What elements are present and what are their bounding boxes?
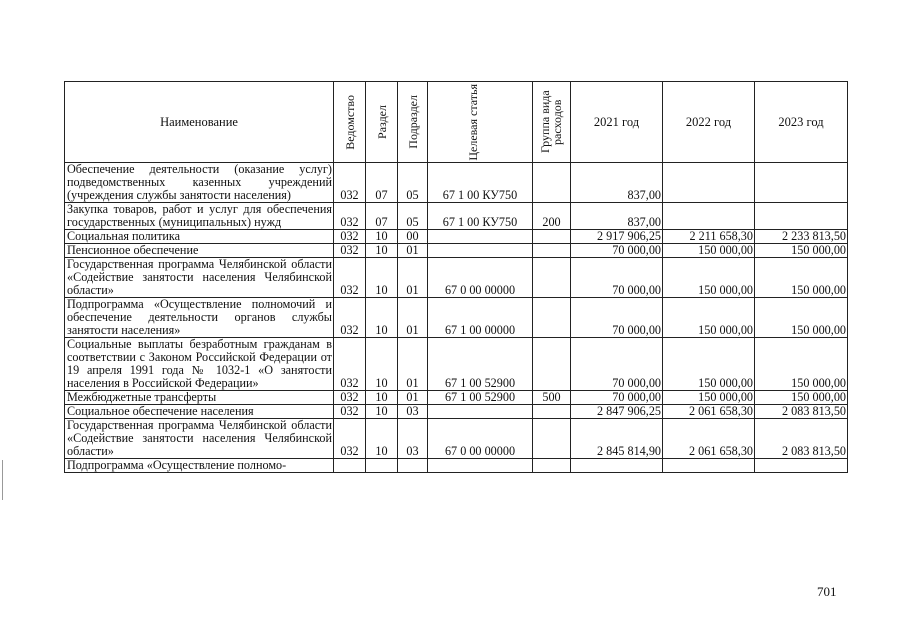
podrazdel-cell: 05 [398,163,428,203]
razdel-cell: 10 [366,405,398,419]
target-cell [428,244,533,258]
group-cell [533,163,571,203]
amount-2022-cell: 150 000,00 [663,244,755,258]
header-2023: 2023 год [755,82,848,163]
amount-2023-cell [755,459,848,473]
podrazdel-cell [398,459,428,473]
group-cell [533,405,571,419]
table-row [65,405,848,419]
amount-2023-cell [755,163,848,203]
target-cell: 67 1 00 00000 [428,298,533,338]
group-cell [533,459,571,473]
scan-edge-mark [2,460,3,500]
amount-2021-cell: 2 917 906,25 [571,230,663,244]
podrazdel-cell: 01 [398,298,428,338]
table-row [65,419,848,459]
vedomstvo-cell: 032 [334,405,366,419]
vedomstvo-cell: 032 [334,230,366,244]
vedomstvo-cell: 032 [334,244,366,258]
name-cell: Социальное обеспечение населения [65,405,334,419]
podrazdel-cell: 01 [398,244,428,258]
razdel-cell [366,459,398,473]
razdel-cell: 10 [366,244,398,258]
table-row [65,230,848,244]
vedomstvo-cell: 032 [334,163,366,203]
group-cell [533,419,571,459]
group-cell: 500 [533,391,571,405]
group-cell [533,298,571,338]
name-cell: Социальная политика [65,230,334,244]
amount-2021-cell [571,459,663,473]
name-cell: Подпрограмма «Осуществление полномочий и обеспечение деятельности органов службы занятости населения» [65,298,334,338]
page-number: 701 [817,584,837,599]
amount-2021-cell: 2 845 814,90 [571,419,663,459]
table-row [65,391,848,405]
table-row [65,163,848,203]
amount-2022-cell [663,163,755,203]
podrazdel-cell: 03 [398,405,428,419]
budget-table [64,81,848,473]
target-cell: 67 1 00 КУ750 [428,163,533,203]
amount-2022-cell [663,203,755,230]
group-cell: 200 [533,203,571,230]
amount-2022-cell: 150 000,00 [663,258,755,298]
amount-2023-cell: 2 083 813,50 [755,419,848,459]
name-cell: Обеспечение деятельности (оказание услуг) подведомственных казенных учреждений (учреждения службы занятости населения) [65,163,334,203]
name-cell: Закупка товаров, работ и услуг для обеспечения государственных (муниципальных) нужд [65,203,334,230]
group-cell [533,230,571,244]
amount-2021-cell: 70 000,00 [571,258,663,298]
name-cell: Государственная программа Челябинской области «Содействие занятости населения Челябинской области» [65,419,334,459]
header-2021: 2021 год [571,82,663,163]
razdel-cell: 10 [366,258,398,298]
header-podrazdel: Подраздел [398,82,428,163]
amount-2023-cell: 2 233 813,50 [755,230,848,244]
vedomstvo-cell: 032 [334,258,366,298]
amount-2023-cell: 150 000,00 [755,338,848,391]
vedomstvo-cell: 032 [334,298,366,338]
vedomstvo-cell: 032 [334,203,366,230]
table-row [65,338,848,391]
header-name: Наименование [65,82,334,163]
name-cell: Пенсионное обеспечение [65,244,334,258]
amount-2022-cell: 2 061 658,30 [663,419,755,459]
table-row [65,298,848,338]
podrazdel-cell: 00 [398,230,428,244]
target-cell: 67 1 00 52900 [428,338,533,391]
razdel-cell: 10 [366,230,398,244]
name-cell: Подпрограмма «Осуществление полномо- [65,459,334,473]
amount-2023-cell: 150 000,00 [755,244,848,258]
amount-2021-cell: 70 000,00 [571,244,663,258]
table-row [65,203,848,230]
target-cell: 67 1 00 52900 [428,391,533,405]
vedomstvo-cell [334,459,366,473]
amount-2022-cell: 2 061 658,30 [663,405,755,419]
amount-2022-cell: 150 000,00 [663,298,755,338]
amount-2023-cell: 150 000,00 [755,258,848,298]
podrazdel-cell: 01 [398,258,428,298]
target-cell [428,230,533,244]
razdel-cell: 07 [366,203,398,230]
razdel-cell: 10 [366,338,398,391]
vedomstvo-cell: 032 [334,391,366,405]
amount-2022-cell: 150 000,00 [663,391,755,405]
target-cell [428,459,533,473]
podrazdel-cell: 01 [398,391,428,405]
amount-2023-cell [755,203,848,230]
razdel-cell: 07 [366,163,398,203]
group-cell [533,338,571,391]
vedomstvo-cell: 032 [334,419,366,459]
name-cell: Межбюджетные трансферты [65,391,334,405]
name-cell: Государственная программа Челябинской области «Содействие занятости населения Челябинской области» [65,258,334,298]
group-cell [533,244,571,258]
amount-2021-cell: 70 000,00 [571,391,663,405]
amount-2023-cell: 150 000,00 [755,391,848,405]
header-2022: 2022 год [663,82,755,163]
header-target: Целевая статья [428,82,533,163]
amount-2021-cell: 70 000,00 [571,338,663,391]
table-row [65,244,848,258]
amount-2023-cell: 150 000,00 [755,298,848,338]
table-row [65,459,848,473]
amount-2022-cell: 150 000,00 [663,338,755,391]
target-cell: 67 0 00 00000 [428,419,533,459]
header-vedomstvo: Ведомство [334,82,366,163]
amount-2022-cell: 2 211 658,30 [663,230,755,244]
podrazdel-cell: 03 [398,419,428,459]
razdel-cell: 10 [366,419,398,459]
header-row [65,82,848,163]
vedomstvo-cell: 032 [334,338,366,391]
header-razdel: Раздел [366,82,398,163]
amount-2023-cell: 2 083 813,50 [755,405,848,419]
table-row [65,258,848,298]
razdel-cell: 10 [366,391,398,405]
name-cell: Социальные выплаты безработным гражданам в соответствии с Законом Российской Федерации от 19 апреля 1991 года № 1032-1 «О занятости населения в Российской Федерации» [65,338,334,391]
amount-2021-cell: 2 847 906,25 [571,405,663,419]
razdel-cell: 10 [366,298,398,338]
target-cell [428,405,533,419]
target-cell: 67 0 00 00000 [428,258,533,298]
target-cell: 67 1 00 КУ750 [428,203,533,230]
group-cell [533,258,571,298]
amount-2021-cell: 70 000,00 [571,298,663,338]
amount-2021-cell: 837,00 [571,203,663,230]
podrazdel-cell: 01 [398,338,428,391]
amount-2022-cell [663,459,755,473]
header-group: Группа вида расходов [533,82,571,163]
amount-2021-cell: 837,00 [571,163,663,203]
podrazdel-cell: 05 [398,203,428,230]
